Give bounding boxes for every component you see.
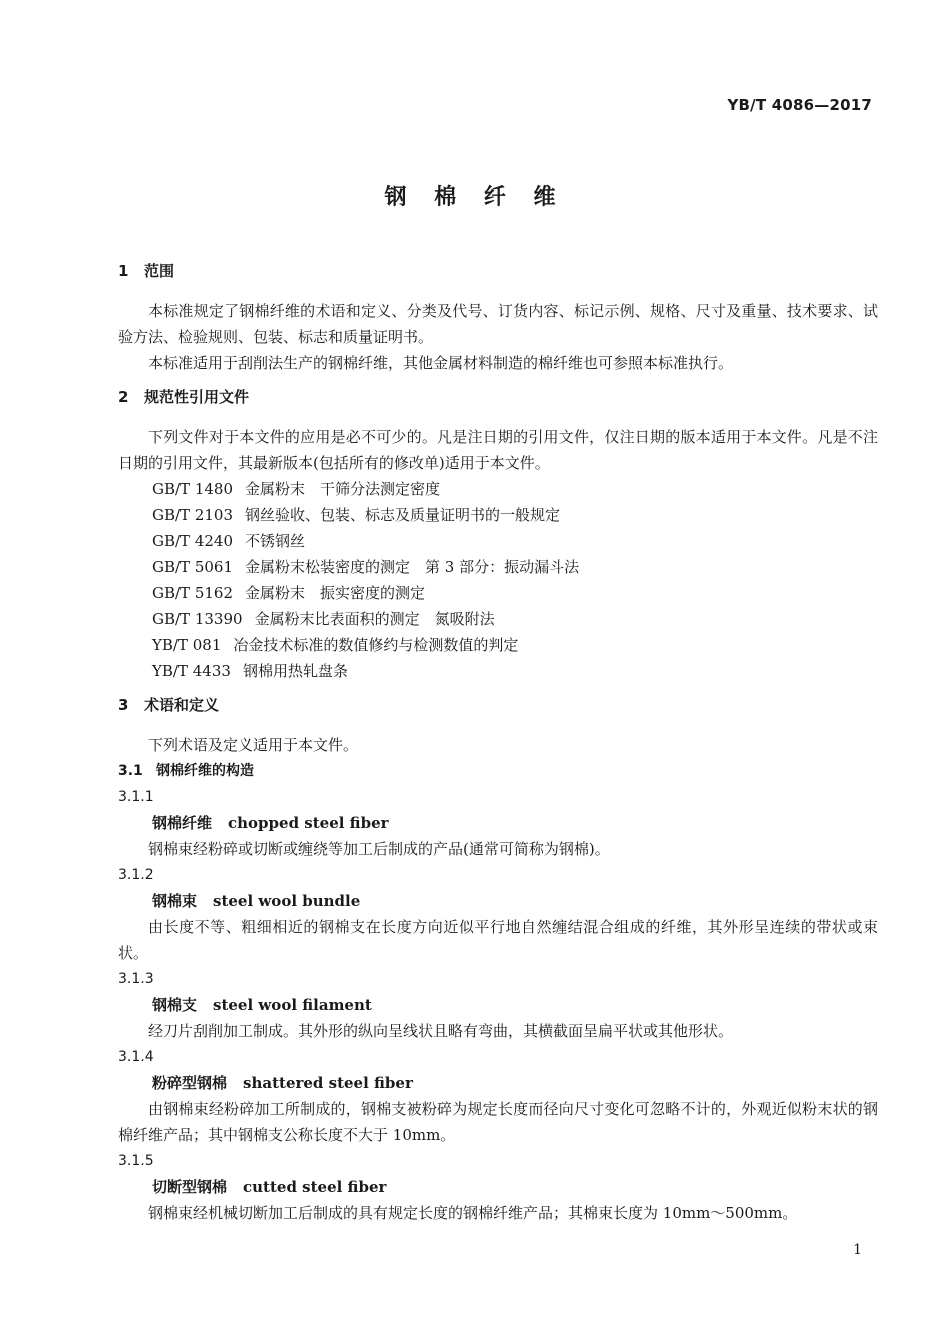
page-number: 1	[853, 1242, 862, 1258]
reference-title: 钢棉用热轧盘条	[242, 662, 348, 680]
term-name	[118, 888, 878, 914]
subsection-number: 3.1	[118, 763, 143, 779]
paragraph: 下列术语及定义适用于本文件。	[148, 736, 359, 754]
reference-title: 金属粉末松装密度的测定 第 3 部分：振动漏斗法	[245, 558, 580, 576]
reference-title: 金属粉末 振实密度的测定	[245, 584, 426, 602]
reference-code: YB/T 081	[152, 636, 222, 654]
term-name	[118, 1174, 878, 1200]
reference-item	[118, 554, 878, 580]
section-title: 术语和定义	[144, 696, 220, 714]
reference-item	[118, 606, 878, 632]
reference-item	[118, 502, 878, 528]
section-title: 范围	[144, 262, 175, 280]
term-definition: 钢棉束经机械切断加工后制成的具有规定长度的钢棉纤维产品；其棉束长度为 10mm～500mm。	[148, 1204, 798, 1222]
term-definition: 由长度不等、粗细相近的钢棉支在长度方向近似平行地自然缠结混合组成的纤维，其外形呈连续的带状或束状。	[118, 918, 878, 962]
term-definition: 经刀片刮削加工制成。其外形的纵向呈线状且略有弯曲，其横截面呈扁平状或其他形状。	[148, 1022, 734, 1040]
term-zh: 钢棉纤维	[152, 814, 213, 832]
term-number: 3.1.3	[118, 971, 154, 987]
section-heading-scope	[118, 258, 878, 284]
reference-item	[118, 632, 878, 658]
section-title: 规范性引用文件	[144, 388, 250, 406]
term-entry	[118, 1148, 878, 1226]
reference-item	[118, 580, 878, 606]
reference-list	[118, 476, 878, 684]
section-number: 2	[118, 388, 129, 406]
term-number: 3.1.1	[118, 789, 154, 805]
reference-code: GB/T 13390	[152, 610, 243, 628]
reference-title: 金属粉末 干筛分法测定密度	[245, 480, 441, 498]
term-en: cutted steel fiber	[243, 1178, 387, 1196]
paragraph: 本标准规定了钢棉纤维的术语和定义、分类及代号、订货内容、标记示例、规格、尺寸及重量、技术要求、试验方法、检验规则、包装、标志和质量证明书。	[118, 302, 878, 346]
document-title: 钢 棉 纤 维	[384, 185, 566, 210]
reference-code: GB/T 1480	[152, 480, 234, 498]
paragraph: 本标准适用于刮削法生产的钢棉纤维，其他金属材料制造的棉纤维也可参照本标准执行。	[148, 354, 734, 372]
term-number: 3.1.4	[118, 1049, 154, 1065]
reference-code: GB/T 5162	[152, 584, 234, 602]
term-en: steel wool filament	[213, 996, 372, 1014]
reference-title: 不锈钢丝	[245, 532, 306, 550]
term-definition: 钢棉束经粉碎或切断或缠绕等加工后制成的产品(通常可简称为钢棉)。	[148, 840, 610, 858]
subsection-heading	[118, 758, 878, 784]
term-zh: 钢棉支	[152, 996, 198, 1014]
reference-title: 钢丝验收、包装、标志及质量证明书的一般规定	[245, 506, 561, 524]
reference-item	[118, 658, 878, 684]
term-zh: 切断型钢棉	[152, 1178, 228, 1196]
term-entry	[118, 1044, 878, 1148]
term-en: shattered steel fiber	[243, 1074, 413, 1092]
term-zh: 钢棉束	[152, 892, 198, 910]
term-name	[118, 992, 878, 1018]
section-number: 3	[118, 696, 129, 714]
reference-code: GB/T 4240	[152, 532, 234, 550]
term-name	[118, 1070, 878, 1096]
subsection-title: 钢棉纤维的构造	[156, 763, 254, 779]
term-entry	[118, 966, 878, 1044]
reference-item	[118, 528, 878, 554]
term-zh: 粉碎型钢棉	[152, 1074, 228, 1092]
term-definition: 由钢棉束经粉碎加工所制成的，钢棉支被粉碎为规定长度而径向尺寸变化可忽略不计的，外观近似粉末状的钢棉纤维产品；其中钢棉支公称长度不大于 10mm。	[118, 1100, 878, 1144]
document-body	[118, 258, 878, 1226]
reference-code: YB/T 4433	[152, 662, 231, 680]
section-heading-normative-references	[118, 384, 878, 410]
paragraph: 下列文件对于本文件的应用是必不可少的。凡是注日期的引用文件，仅注日期的版本适用于本文件。凡是不注日期的引用文件，其最新版本(包括所有的修改单)适用于本文件。	[118, 428, 878, 472]
standard-code: YB/T 4086—2017	[727, 96, 872, 114]
reference-title: 冶金技术标准的数值修约与检测数值的判定	[233, 636, 519, 654]
term-name	[118, 810, 878, 836]
term-en: steel wool bundle	[213, 892, 361, 910]
term-number: 3.1.5	[118, 1153, 154, 1169]
reference-title: 金属粉末比表面积的测定 氮吸附法	[254, 610, 495, 628]
term-entry	[118, 862, 878, 966]
term-number: 3.1.2	[118, 867, 154, 883]
term-entry	[118, 784, 878, 862]
reference-item	[118, 476, 878, 502]
term-en: chopped steel fiber	[228, 814, 389, 832]
reference-code: GB/T 5061	[152, 558, 234, 576]
reference-code: GB/T 2103	[152, 506, 234, 524]
section-heading-terms-definitions	[118, 692, 878, 718]
section-number: 1	[118, 262, 129, 280]
